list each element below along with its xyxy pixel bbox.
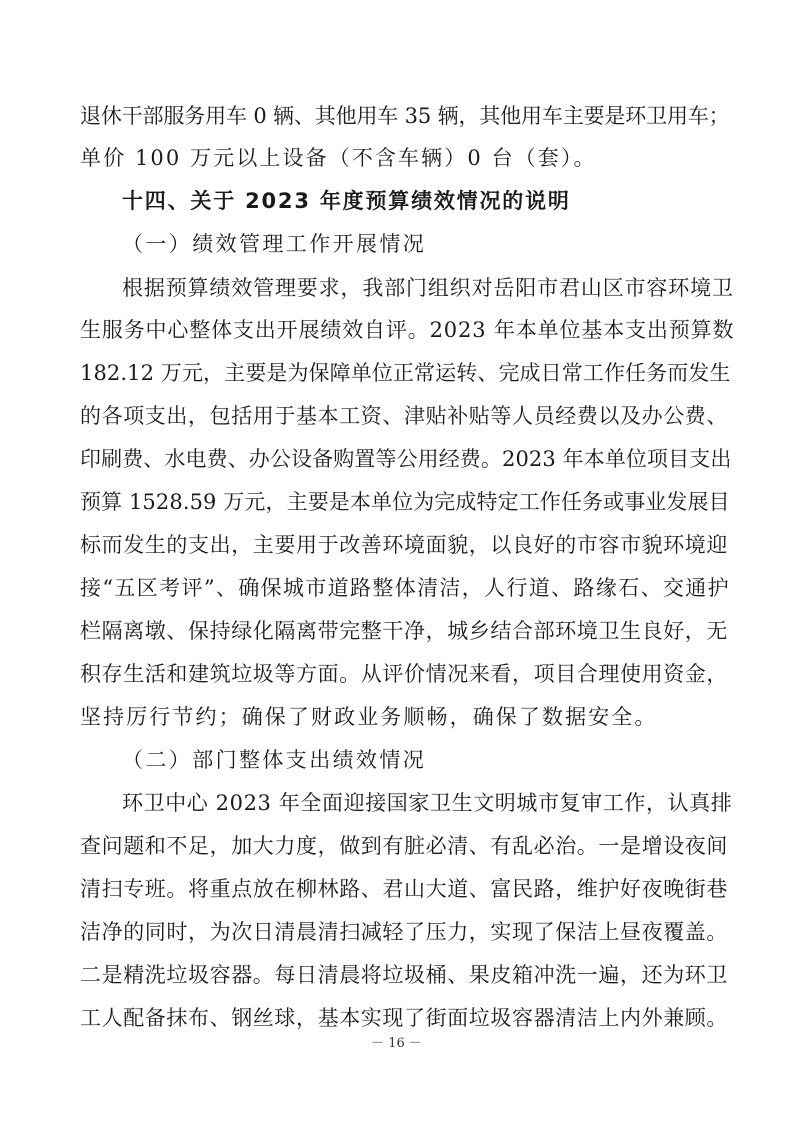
body-line: 洁净的同时，为次日清晨清扫减轻了压力，实现了保洁上昼夜覆盖。 (80, 920, 728, 944)
body-line: 生服务中心整体支出开展绩效自评。2023 年本单位基本支出预算数 (80, 318, 735, 342)
body-line: 根据预算绩效管理要求，我部门组织对岳阳市君山区市容环境卫 (122, 276, 734, 300)
body-line: 的各项支出，包括用于基本工资、津贴补贴等人员经费以及办公费、 (80, 404, 728, 428)
body-line: 印刷费、水电费、办公设备购置等公用经费。2023 年本单位项目支出 (80, 447, 732, 471)
body-line: 查问题和不足，加大力度，做到有脏必清、有乱必治。一是增设夜间 (80, 834, 728, 858)
body-line: 预算 1528.59 万元，主要是本单位为完成特定工作任务或事业发展目 (80, 490, 730, 514)
page-number: － 16 － (371, 1036, 422, 1051)
body-line: 标而发生的支出，主要用于改善环境面貌，以良好的市容市貌环境迎 (80, 533, 728, 557)
body-line: 坚持厉行节约；确保了财政业务顺畅，确保了数据安全。 (80, 705, 658, 729)
body-line: 清扫专班。将重点放在柳林路、君山大道、富民路，维护好夜晚街巷 (80, 877, 728, 901)
body-line: 接“五区考评”、确保城市道路整体清洁，人行道、路缘石、交通护 (80, 576, 730, 600)
subsection-heading: （二）部门整体支出绩效情况 (122, 748, 427, 772)
subsection-heading: （一）绩效管理工作开展情况 (122, 232, 427, 256)
body-line: 182.12 万元，主要是为保障单位正常运转、完成日常工作任务而发生 (80, 361, 731, 385)
body-line: 栏隔离墩、保持绿化隔离带完整干净，城乡结合部环境卫生良好，无 (80, 619, 728, 643)
body-line: 工人配备抹布、钢丝球，基本实现了街面垃圾容器清洁上内外兼顾。 (80, 1006, 728, 1030)
body-line: 单价 100 万元以上设备（不含车辆）0 台（套）。 (80, 146, 597, 170)
body-line: 积存生活和建筑垃圾等方面。从评价情况来看，项目合理使用资金， (80, 662, 728, 686)
section-heading: 十四、关于 2023 年度预算绩效情况的说明 (122, 189, 571, 213)
body-line: 二是精洗垃圾容器。每日清晨将垃圾桶、果皮箱冲洗一遍，还为环卫 (80, 963, 728, 987)
body-line: 退休干部服务用车 0 辆、其他用车 35 辆，其他用车主要是环卫用车； (80, 104, 730, 128)
body-line: 环卫中心 2023 年全面迎接国家卫生文明城市复审工作，认真排 (122, 791, 733, 815)
